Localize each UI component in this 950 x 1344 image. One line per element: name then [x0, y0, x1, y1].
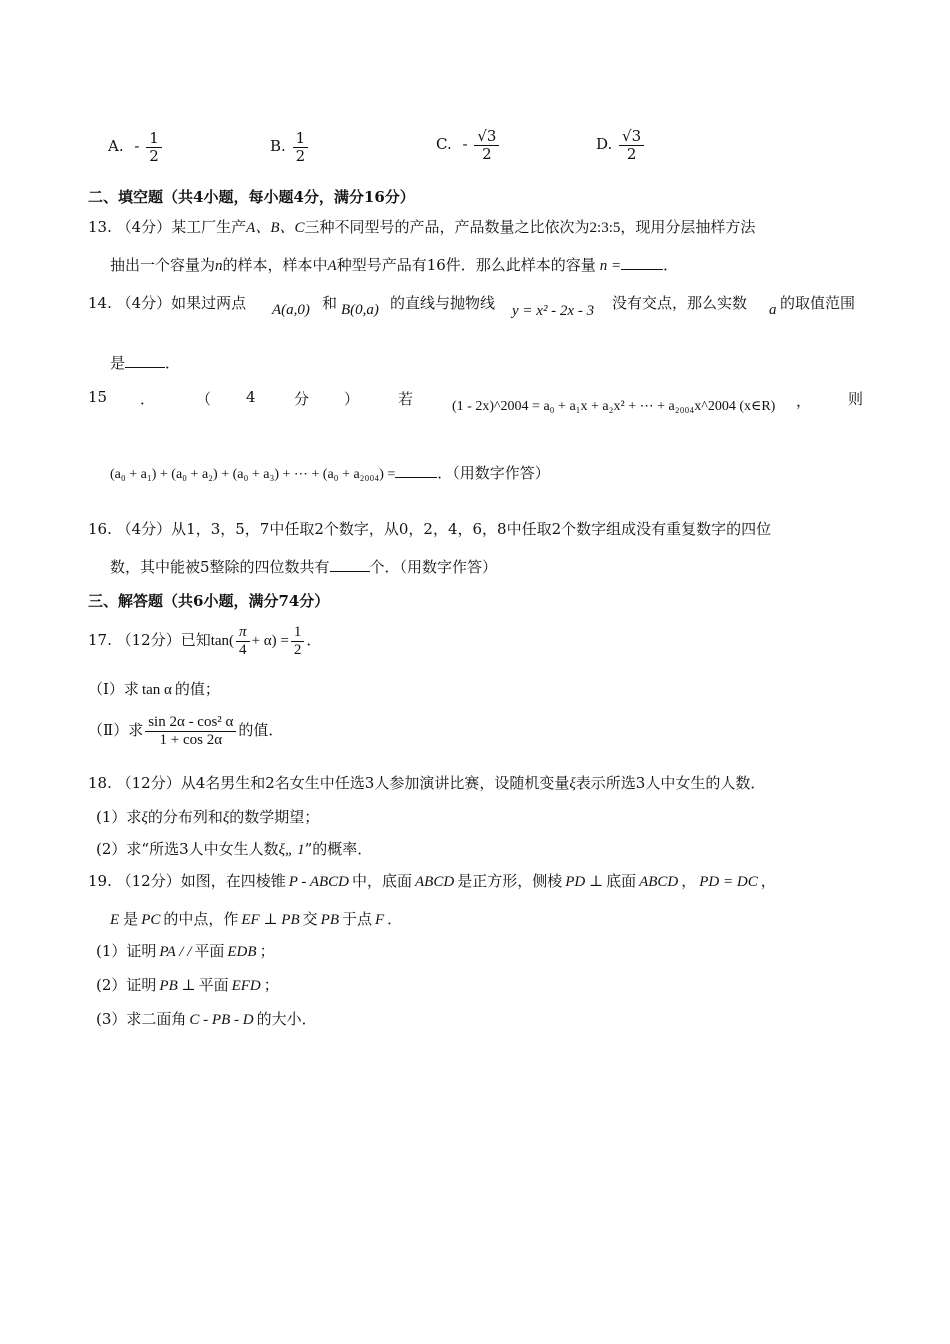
option-b-numerator: 1 — [293, 130, 309, 148]
q14-line2-end: ． — [165, 354, 181, 372]
q19-part-3 — [96, 1008, 317, 1029]
q13-a-var: A — [327, 258, 337, 274]
question-13-line-1 — [88, 216, 755, 237]
q19-line2-mid: 是 — [123, 910, 139, 928]
q14-a-var: a — [769, 302, 777, 318]
q14-mid2: 没有交点，那么实数 — [612, 294, 748, 312]
question-16-line-2 — [110, 556, 497, 577]
q17-prefix: 17. （12分）已知 — [88, 631, 211, 649]
q18-part-2 — [96, 838, 372, 859]
q19-ef-perp-pb: EF ⊥ PB — [241, 912, 300, 928]
q19-p2-prefix: (2）证明 — [96, 976, 157, 994]
q17-part2-numerator: sin 2α - cos² α — [145, 714, 236, 732]
q19-line2-end: ． — [387, 910, 403, 928]
q19-mid3: 底面 — [606, 872, 637, 890]
q18-p1-suffix: 的数学期望； — [229, 808, 320, 826]
q14-mid: 的直线与抛物线 — [390, 294, 496, 312]
q15-comma: ， — [796, 392, 812, 410]
q13-end: ． — [663, 256, 679, 274]
question-19-line-2 — [110, 908, 402, 929]
q13-equation: n = — [599, 258, 622, 274]
option-a-denominator: 2 — [149, 146, 159, 165]
q13-prefix: 13. （4分）某工厂生产 — [88, 218, 247, 236]
q19-part-2 — [96, 974, 279, 995]
option-a-numerator: 1 — [146, 130, 162, 148]
option-d — [596, 128, 646, 162]
q16-answer-blank — [330, 556, 370, 572]
q17-tan: tan( — [210, 633, 235, 649]
q16-line2-suffix: 个．（用数字作答） — [369, 558, 498, 576]
q18-p1-mid: 的分布列和 — [147, 808, 223, 826]
option-d-label: D. — [596, 135, 613, 153]
question-17 — [88, 624, 321, 658]
q19-line2-mid2: 的中点，作 — [163, 910, 239, 928]
q19-p2-expr: PB ⊥ — [159, 978, 196, 994]
q18-xi: ξ — [569, 776, 576, 792]
q19-abcd: ABCD — [415, 874, 455, 890]
q14-and: 和 — [322, 294, 338, 312]
q17-part-1 — [88, 678, 220, 699]
option-b-denominator: 2 — [295, 146, 306, 165]
option-c-fraction — [474, 128, 499, 162]
q13-answer-blank — [621, 254, 663, 270]
question-15-line-2 — [110, 462, 550, 483]
q17-part1-label: （Ⅰ）求 — [88, 680, 139, 698]
q13-n-var: n — [215, 258, 223, 274]
q19-mid: 中，底面 — [352, 872, 413, 890]
q19-prefix: 19. （12分）如图，在四棱锥 — [88, 872, 286, 890]
q19-p1-prefix: (1）证明 — [96, 942, 157, 960]
q19-p2-end: ； — [263, 976, 279, 994]
q18-prefix: 18. （12分）从4名男生和2名女生中任选3人参加演讲比赛，设随机变量 — [88, 774, 570, 792]
section-3-heading: 三、解答题（共6小题，满分74分） — [88, 592, 330, 610]
q18-p2-expr: ξ„ 1 — [278, 842, 305, 858]
q19-p3-suffix: 的大小． — [256, 1010, 317, 1028]
q19-f-var: F — [375, 912, 385, 928]
q19-comma: ， — [681, 872, 697, 890]
option-b-label: B. — [270, 137, 286, 155]
q19-p1-plane: EDB — [227, 944, 257, 960]
q13-ratio: 2:3:5 — [589, 220, 621, 236]
option-d-numerator: √3 — [619, 128, 644, 146]
q19-abcd-2: ABCD — [639, 874, 679, 890]
option-a — [108, 130, 164, 164]
q17-part2-fraction — [145, 714, 236, 748]
q18-p2-suffix: ”的概率． — [304, 840, 373, 858]
option-a-fraction — [146, 130, 162, 164]
q14-prefix: 14. （4分）如果过两点 — [88, 294, 247, 312]
q19-p3-prefix: (3）求二面角 — [96, 1010, 187, 1028]
option-c-sign: - — [462, 135, 468, 153]
q17-part1-expr: tan α — [141, 682, 172, 698]
question-13-line-2 — [110, 254, 678, 275]
q17-part-2 — [88, 714, 283, 748]
q14-parabola: y = x² - 2x - 3 — [512, 303, 595, 319]
option-d-denominator: 2 — [626, 144, 637, 163]
q19-part-1 — [96, 940, 275, 961]
q13-line2-prefix: 抽出一个容量为 — [110, 256, 216, 274]
option-c — [436, 128, 501, 162]
q18-p2-prefix: (2）求“所选3人中女生人数 — [96, 840, 279, 858]
q17-pi: π — [236, 624, 250, 642]
q15-sum: (a₀ + a₁) + (a₀ + a₂) + (a₀ + a₃) + ⋯ + (a₀ + a₂₀₀₄) = — [110, 467, 396, 482]
q17-plus-alpha: + α) = — [251, 633, 289, 649]
q14-point-b: B(0,a) — [341, 302, 379, 318]
option-c-label: C. — [436, 135, 452, 153]
q13-suffix: ，现用分层抽样方法 — [620, 218, 756, 236]
q19-pb: PB — [320, 912, 339, 928]
option-a-sign: - — [134, 137, 140, 155]
q14-answer-blank — [125, 352, 165, 368]
option-c-numerator: √3 — [474, 128, 499, 146]
q15-expansion: (1 - 2x)^2004 = a₀ + a₁x + a₂x² + ⋯ + a₂₀₀₄x^2004 (x∈R) — [452, 399, 776, 414]
q18-part-1 — [96, 806, 319, 827]
option-c-denominator: 2 — [482, 144, 492, 163]
q17-part2-suffix: 的值． — [238, 721, 284, 739]
q14-suffix: 的取值范围 — [780, 294, 856, 312]
q15-number: 15 — [88, 388, 108, 406]
q16-line2-prefix: 数，其中能被5整除的四位数共有 — [110, 558, 330, 576]
q17-four: 4 — [239, 641, 247, 658]
q18-p1-xi: ξ — [141, 810, 148, 826]
q14-point-a: A(a,0) — [272, 302, 310, 318]
q19-p3-expr: C - PB - D — [189, 1012, 254, 1028]
q17-one-half — [291, 624, 305, 658]
question-16-line-1: 16. （4分）从1，3，5，7中任取2个数字，从0，2，4，6，8中任取2个数字组成没有重复数字的四位 — [88, 520, 772, 538]
q19-line2-mid3: 交 — [302, 910, 318, 928]
option-d-fraction — [619, 128, 644, 162]
q19-pd-dc: PD = DC — [699, 874, 758, 890]
question-19-line-1 — [88, 870, 776, 891]
q19-pd-perp: PD ⊥ — [565, 874, 604, 890]
q13-products: A、B、C — [246, 220, 305, 236]
q15-ze: 则 — [848, 390, 864, 408]
section-2-heading: 二、填空题（共4小题，每小题4分，满分16分） — [88, 188, 415, 206]
q17-two: 2 — [293, 641, 302, 658]
q17-pi-over-4 — [236, 624, 250, 658]
q15-paren-close: ） — [344, 390, 360, 408]
q19-mid2: 是正方形，侧棱 — [457, 872, 563, 890]
q17-end: ． — [306, 631, 322, 649]
q15-paren-open: （ — [196, 390, 212, 408]
q19-comma-2: ， — [760, 872, 776, 890]
question-14-line-1 — [88, 292, 246, 313]
q19-p2-plane: EFD — [231, 978, 261, 994]
q19-line2-mid4: 于点 — [341, 910, 372, 928]
option-a-label: A. — [108, 137, 124, 155]
q14-line2: 是 — [110, 354, 126, 372]
q17-one: 1 — [291, 624, 305, 642]
q19-e-var: E — [110, 912, 120, 928]
option-b-fraction — [293, 130, 309, 164]
q19-pc: PC — [141, 912, 161, 928]
q13-mid: 三种不同型号的产品，产品数量之比依次为 — [304, 218, 590, 236]
q17-part1-suffix: 的值； — [174, 680, 220, 698]
q17-part2-label: （Ⅱ）求 — [88, 721, 144, 739]
q18-p1-prefix: (1）求 — [96, 808, 142, 826]
q19-p1-end: ； — [259, 942, 275, 960]
question-14-line-2 — [110, 352, 180, 373]
q15-fen: 分 — [294, 390, 310, 408]
q19-p1-expr: PA / / — [159, 944, 192, 960]
q13-line2-mid: 的样本，样本中 — [222, 256, 328, 274]
option-b — [270, 130, 310, 164]
q17-part2-denominator: 1 + cos 2α — [159, 731, 223, 748]
q15-suffix: ．（用数字作答） — [437, 464, 550, 482]
q19-p2-mid: 平面 — [198, 976, 229, 994]
q19-p1-mid: 平面 — [194, 942, 225, 960]
q15-points: 4 — [246, 388, 256, 406]
q18-suffix: 表示所选3人中女生的人数． — [575, 774, 766, 792]
q15-dot: ． — [140, 390, 156, 408]
q15-answer-blank — [395, 462, 437, 478]
q18-p1-xi-2: ξ — [222, 810, 230, 826]
q19-pyramid: P - ABCD — [288, 874, 349, 890]
q15-ruo: 若 — [398, 390, 414, 408]
question-18-line-1 — [88, 772, 765, 793]
q13-line2-mid2: 种型号产品有16件．那么此样本的容量 — [336, 256, 596, 274]
